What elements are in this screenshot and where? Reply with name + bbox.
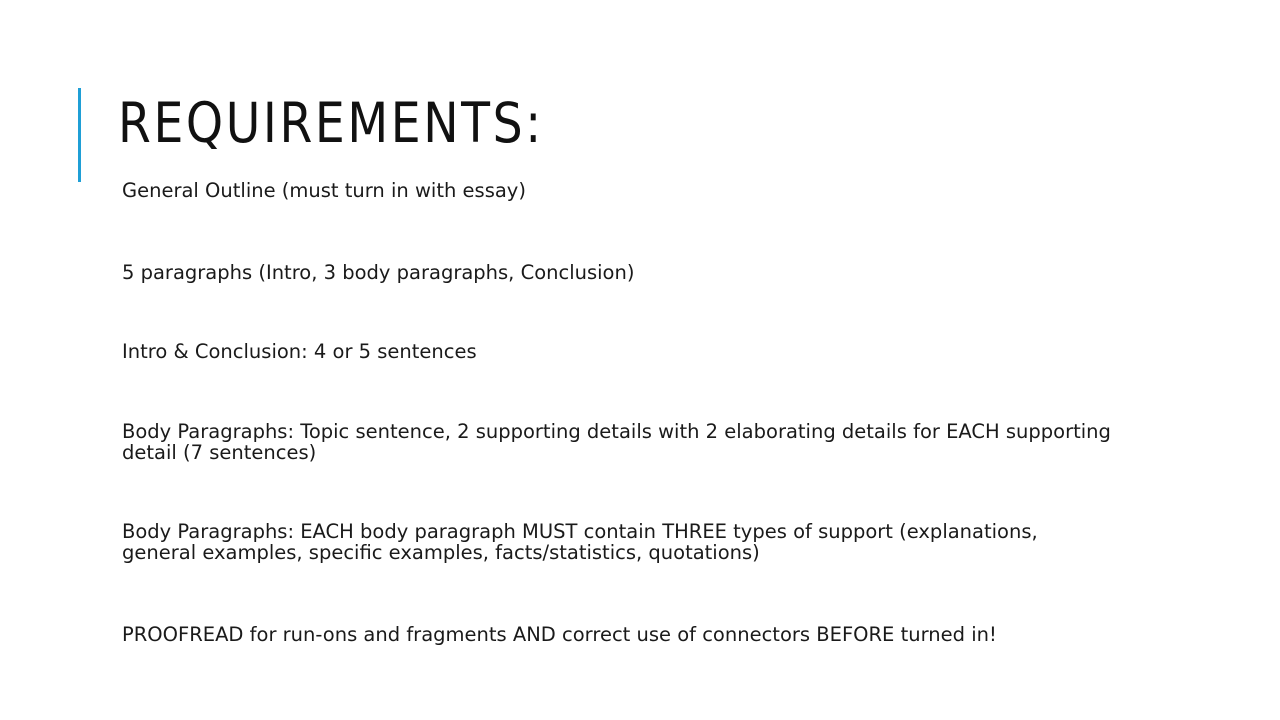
list-item: General Outline (must turn in with essay) bbox=[122, 179, 526, 202]
list-item: Intro & Conclusion: 4 or 5 sentences bbox=[122, 340, 477, 363]
list-item: 5 paragraphs (Intro, 3 body paragraphs, Conclusion) bbox=[122, 261, 635, 284]
list-item: Body Paragraphs: Topic sentence, 2 supporting details with 2 elaborating details for EACH supporting detail (7 sentences) bbox=[122, 420, 1111, 464]
slide-title: REQUIREMENTS: bbox=[118, 91, 544, 155]
list-item: PROOFREAD for run-ons and fragments AND correct use of connectors BEFORE turned in! bbox=[122, 623, 997, 646]
title-accent-bar bbox=[78, 88, 81, 182]
list-item: Body Paragraphs: EACH body paragraph MUST contain THREE types of support (explanations, general examples, specific examples, facts/statistics, quotations) bbox=[122, 520, 1038, 564]
